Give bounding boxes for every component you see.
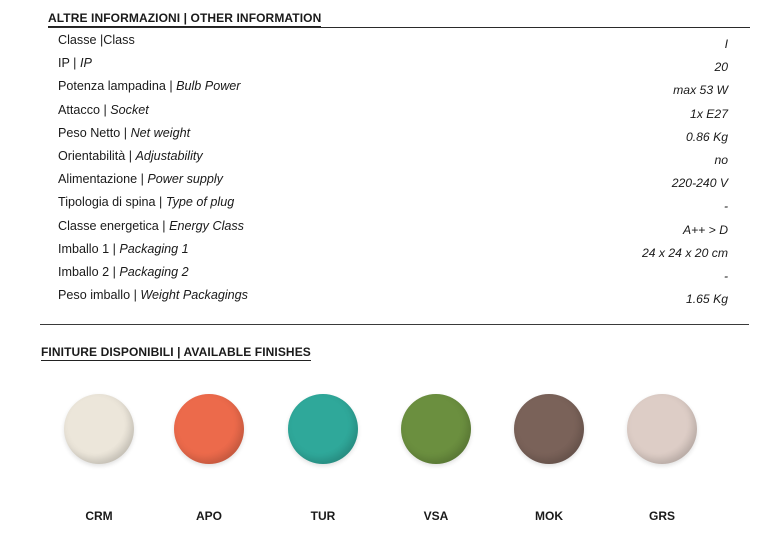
finish-swatch-tur [288,394,358,464]
finish-code: APO [195,509,222,523]
spec-value: 20 [714,60,728,75]
spec-label-en: Packaging 1 [119,241,189,256]
finish-code: MOK [535,509,563,523]
spec-label: Alimentazione | [58,172,148,187]
spec-row [0,191,776,214]
spec-row [0,238,776,261]
finish-swatch-grs [627,394,697,464]
spec-label-en: Energy Class [169,218,244,233]
spec-row [0,284,776,307]
spec-value: 24 x 24 x 20 cm [641,245,728,260]
spec-label-en: Type of plug [165,195,235,210]
spec-value: 1.65 Kg [685,292,728,307]
spec-row [0,75,776,98]
spec-row [0,99,776,122]
spec-label-en: IP [79,56,92,71]
spec-value: A++ > D [682,222,728,237]
finish-swatch-apo [174,394,244,464]
spec-label-en: Net weight [130,125,191,140]
spec-row [0,29,776,52]
spec-label-en: Power supply [147,172,223,187]
finish-code: CRM [85,509,113,523]
finish-code: GRS [648,509,675,523]
spec-label: Potenza lampadina | [58,79,177,94]
spec-label: Peso imballo | [58,288,141,303]
section-divider [40,324,749,325]
spec-label: Tipologia di spina | [58,195,166,210]
spec-label-en: Socket [110,102,149,117]
other-information-heading: ALTRE INFORMAZIONI | OTHER INFORMATION [48,11,322,25]
spec-row [0,215,776,238]
spec-value: 1x E27 [690,106,728,121]
spec-label: Orientabilità | [58,148,136,163]
spec-value: 0.86 Kg [685,129,728,144]
finish-swatch-crm [64,394,134,464]
spec-label: IP | [58,56,80,71]
spec-label-en: Bulb Power [176,79,241,94]
spec-value: no [714,152,728,167]
spec-label: Peso Netto | [58,125,131,140]
spec-value: I [724,37,728,51]
spec-row [0,168,776,191]
spec-value: 220-240 V [671,176,728,191]
spec-row [0,122,776,145]
top-divider [48,27,750,28]
finish-code: TUR [310,509,336,523]
spec-label: Classe energetica | [58,218,170,233]
spec-value: max 53 W [673,83,728,98]
spec-row [0,145,776,168]
spec-row [0,52,776,75]
finish-code: VSA [423,509,449,523]
available-finishes-heading: FINITURE DISPONIBILI | AVAILABLE FINISHES [41,345,311,359]
spec-label-en: Weight Packagings [140,288,248,303]
spec-label: Attacco | [58,102,111,117]
spec-label: Classe |Class [58,33,135,47]
spec-row [0,261,776,284]
spec-label-en: Packaging 2 [119,264,189,279]
finish-swatch-vsa [401,394,471,464]
specs-table [0,29,776,307]
finish-swatch-mok [514,394,584,464]
spec-label: Imballo 2 | [58,264,120,279]
spec-value: - [723,199,728,214]
spec-label-en: Adjustability [135,148,203,163]
spec-value: - [723,268,728,283]
spec-label: Imballo 1 | [58,241,120,256]
